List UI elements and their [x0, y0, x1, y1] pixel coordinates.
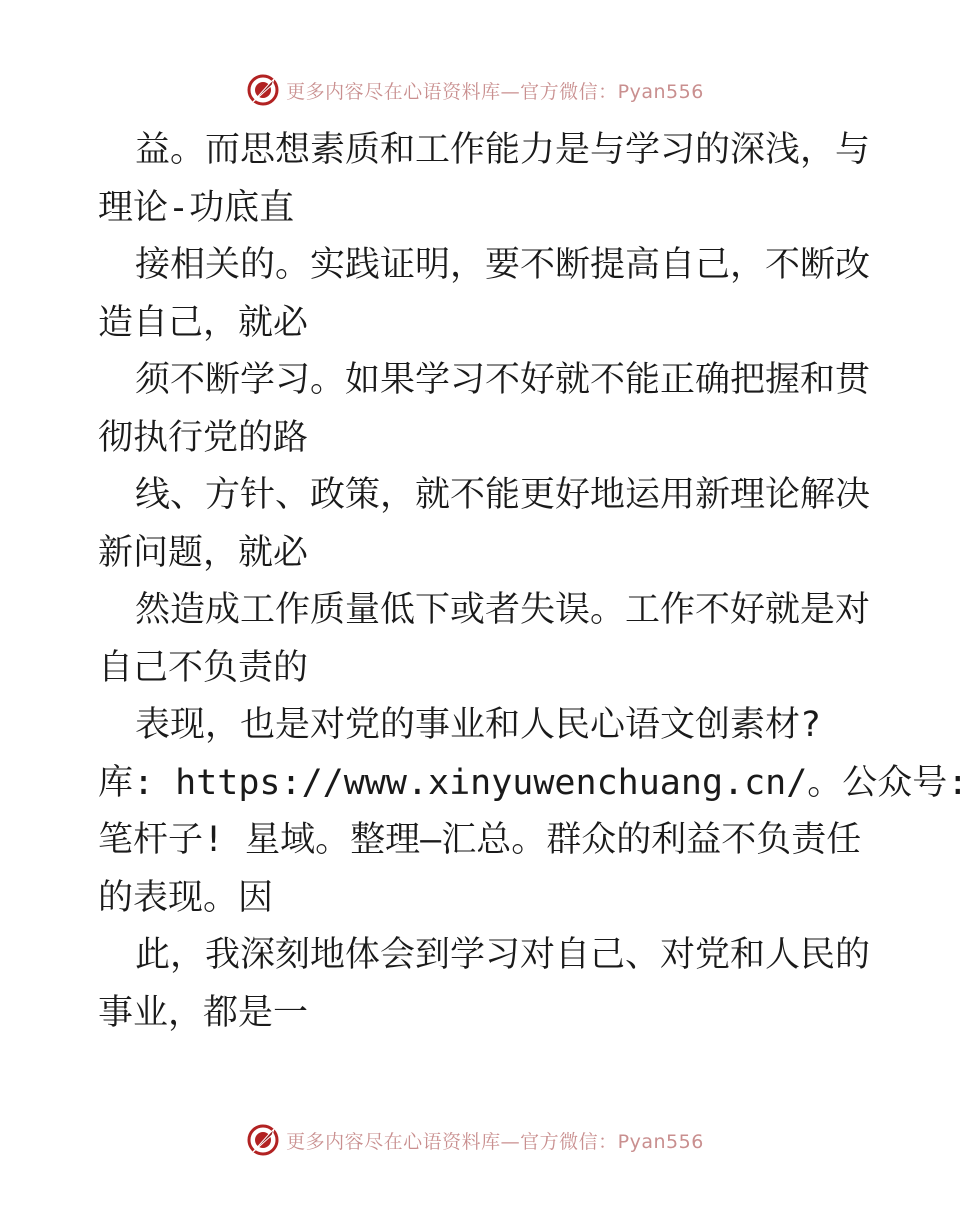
- body-line: 造自己，就必: [98, 302, 309, 343]
- pen-logo-icon: [246, 1123, 280, 1157]
- footer-banner-wechat: 官方微信：Pyan556: [520, 1130, 704, 1153]
- body-line: 笔杆子! 星域。整理—汇总。群众的利益不负责任: [98, 820, 862, 860]
- body-line: 益。而思想素质和工作能力是与学习的深浅，与: [135, 130, 871, 170]
- body-line: 自己不负责的: [98, 647, 309, 688]
- body-line: 线、方针、政策，就不能更好地运用新理论解决: [135, 475, 871, 515]
- body-text: [98, 122, 968, 1042]
- body-line: 的表现。因: [98, 877, 274, 918]
- header-banner-wechat: 官方微信：Pyan556: [520, 80, 704, 103]
- header-banner-separator: —: [500, 80, 521, 103]
- body-line: 此，我深刻地体会到学习对自己、对党和人民的: [135, 935, 871, 975]
- footer-banner-main: 更多内容尽在心语资料库: [286, 1130, 501, 1153]
- body-line: 库: https://www.xinyuwenchuang.cn/。公众号:: [98, 762, 968, 803]
- footer-banner: [0, 1120, 950, 1160]
- header-banner: [0, 70, 950, 110]
- pen-logo-icon: [246, 73, 280, 107]
- body-line: 彻执行党的路: [98, 417, 309, 458]
- body-line: 新问题，就必: [98, 532, 309, 573]
- body-line: 须不断学习。如果学习不好就不能正确把握和贯: [135, 360, 871, 400]
- header-banner-text: [286, 77, 704, 104]
- header-banner-main: 更多内容尽在心语资料库: [286, 80, 501, 103]
- body-line: 事业，都是一: [98, 992, 309, 1033]
- body-line: 理论-功底直: [98, 187, 295, 228]
- footer-banner-separator: —: [500, 1130, 521, 1153]
- body-line: 接相关的。实践证明，要不断提高自己，不断改: [135, 245, 871, 285]
- footer-banner-text: [286, 1127, 704, 1154]
- body-line: 表现，也是对党的事业和人民心语文创素材?: [135, 705, 822, 745]
- body-line: 然造成工作质量低下或者失误。工作不好就是对: [135, 590, 871, 630]
